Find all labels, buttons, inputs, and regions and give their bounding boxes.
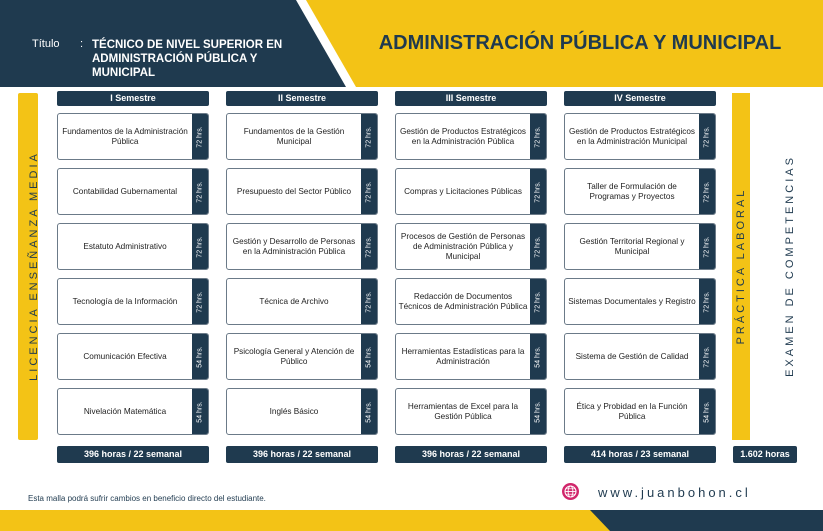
title-colon: :: [80, 38, 84, 50]
course-name: Herramientas Estadísticas para la Administración: [401, 346, 525, 366]
course-card: [395, 388, 547, 435]
course-name: Procesos de Gestión de Personas de Administración Pública y Municipal: [400, 231, 526, 261]
course-name: Nivelación Matemática: [83, 406, 167, 416]
course-hours: 72 hrs.: [365, 125, 373, 148]
practica-label: PRÁCTICA LABORAL: [735, 187, 747, 345]
course-hours: 72 hrs.: [365, 235, 373, 258]
semester-header: III Semestre: [395, 91, 547, 106]
examen-label: EXAMEN DE COMPETENCIAS: [784, 155, 796, 377]
course-hours-tab: [361, 389, 377, 434]
course-hours: 54 hrs.: [365, 345, 373, 368]
course-card: [57, 168, 209, 215]
semester-header: II Semestre: [226, 91, 378, 106]
course-hours-tab: [192, 224, 208, 269]
program-title: ADMINISTRACIÓN PÚBLICA Y MUNICIPAL: [378, 32, 782, 54]
course-hours-tab: [361, 114, 377, 159]
course-name: Sistemas Documentales y Registro: [568, 296, 696, 306]
website-link[interactable]: www.juanbohon.cl: [598, 485, 751, 500]
course-hours: 54 hrs.: [196, 400, 204, 423]
course-card: [226, 168, 378, 215]
course-name: Técnica de Archivo: [259, 296, 329, 306]
semester-column: [226, 91, 378, 459]
course-hours-tab: [361, 224, 377, 269]
course-hours: 72 hrs.: [196, 235, 204, 258]
course-card: [395, 113, 547, 160]
course-hours-tab: [530, 279, 546, 324]
header: [0, 0, 823, 87]
course-card: [57, 278, 209, 325]
globe-icon: [562, 483, 579, 500]
course-hours: 72 hrs.: [534, 235, 542, 258]
course-hours: 72 hrs.: [196, 290, 204, 313]
course-hours: 72 hrs.: [196, 125, 204, 148]
course-card: [57, 333, 209, 380]
course-hours: 72 hrs.: [703, 290, 711, 313]
course-hours-tab: [192, 334, 208, 379]
course-name: Sistema de Gestión de Calidad: [575, 351, 689, 361]
course-card: [57, 113, 209, 160]
course-hours-tab: [361, 169, 377, 214]
course-hours: 54 hrs.: [534, 345, 542, 368]
course-name: Herramientas de Excel para la Gestión Pública: [407, 401, 519, 421]
course-card: [564, 278, 716, 325]
course-name: Gestión y Desarrollo de Personas en la Administración Pública: [232, 236, 356, 256]
course-card: [57, 223, 209, 270]
course-name: Presupuesto del Sector Público: [236, 186, 352, 196]
course-name: Inglés Básico: [269, 406, 319, 416]
course-card: [395, 223, 547, 270]
course-hours: 54 hrs.: [365, 400, 373, 423]
course-card: [564, 388, 716, 435]
course-name: Estatuto Administrativo: [83, 241, 167, 251]
course-card: [226, 333, 378, 380]
title-label: Título: [32, 38, 60, 50]
course-hours-tab: [192, 279, 208, 324]
course-card: [564, 223, 716, 270]
course-hours-tab: [530, 114, 546, 159]
semester-column: [564, 91, 716, 459]
grand-total: 1.602 horas: [733, 446, 797, 463]
course-hours: 72 hrs.: [534, 290, 542, 313]
course-hours: 72 hrs.: [534, 125, 542, 148]
course-hours: 72 hrs.: [703, 235, 711, 258]
course-hours: 72 hrs.: [365, 180, 373, 203]
course-hours-tab: [699, 114, 715, 159]
course-name: Redacción de Documentos Técnicos de Administración Pública: [398, 291, 528, 311]
course-card: [226, 223, 378, 270]
course-name: Comunicación Efectiva: [83, 351, 167, 361]
course-hours: 72 hrs.: [365, 290, 373, 313]
course-hours-tab: [530, 224, 546, 269]
course-name: Taller de Formulación de Programas y Proyectos: [587, 181, 677, 201]
course-card: [226, 113, 378, 160]
course-hours: 54 hrs.: [703, 400, 711, 423]
course-name: Gestión Territorial Regional y Municipal: [579, 236, 685, 256]
course-card: [57, 388, 209, 435]
course-hours-tab: [699, 224, 715, 269]
course-hours-tab: [192, 169, 208, 214]
semester-total: 396 horas / 22 semanal: [57, 446, 209, 463]
course-hours-tab: [699, 279, 715, 324]
semester-total: 396 horas / 22 semanal: [226, 446, 378, 463]
course-card: [564, 333, 716, 380]
semester-column: [57, 91, 209, 459]
footnote: Esta malla podrá sufrir cambios en beneficio directo del estudiante.: [28, 494, 266, 503]
course-hours-tab: [699, 169, 715, 214]
semester-column: [395, 91, 547, 459]
course-name: Fundamentos de la Administración Pública: [62, 126, 188, 146]
course-name: Gestión de Productos Estratégicos en la Administración Municipal: [568, 126, 696, 146]
course-card: [395, 278, 547, 325]
course-hours-tab: [192, 389, 208, 434]
course-hours-tab: [699, 334, 715, 379]
course-card: [395, 333, 547, 380]
course-name: Fundamentos de la Gestión Municipal: [243, 126, 345, 146]
course-hours: 72 hrs.: [534, 180, 542, 203]
course-hours: 54 hrs.: [196, 345, 204, 368]
course-card: [395, 168, 547, 215]
semester-header: IV Semestre: [564, 91, 716, 106]
course-name: Contabilidad Gubernamental: [72, 186, 178, 196]
course-card: [226, 388, 378, 435]
course-hours-tab: [530, 334, 546, 379]
course-name: Compras y Licitaciones Públicas: [404, 186, 522, 196]
course-hours-tab: [361, 334, 377, 379]
course-card: [564, 168, 716, 215]
course-name: Ética y Probidad en la Función Pública: [576, 401, 688, 421]
course-card: [564, 113, 716, 160]
licencia-label: LICENCIA ENSEÑANZA MEDIA: [28, 151, 40, 381]
course-hours: 54 hrs.: [534, 400, 542, 423]
semester-header: I Semestre: [57, 91, 209, 106]
course-hours: 72 hrs.: [196, 180, 204, 203]
title-value: TÉCNICO DE NIVEL SUPERIOR EN ADMINISTRACIÓN PÚBLICA Y MUNICIPAL: [92, 39, 283, 79]
course-hours-tab: [192, 114, 208, 159]
course-hours-tab: [361, 279, 377, 324]
course-hours: 72 hrs.: [703, 125, 711, 148]
footer-yellow-band: [0, 510, 610, 531]
course-hours-tab: [530, 389, 546, 434]
course-hours-tab: [530, 169, 546, 214]
course-name: Tecnología de la Información: [72, 296, 178, 306]
course-hours: 72 hrs.: [703, 180, 711, 203]
course-hours: 72 hrs.: [703, 345, 711, 368]
semester-total: 396 horas / 22 semanal: [395, 446, 547, 463]
semester-total: 414 horas / 23 semanal: [564, 446, 716, 463]
course-hours-tab: [699, 389, 715, 434]
course-card: [226, 278, 378, 325]
course-name: Psicología General y Atención de Público: [233, 346, 355, 366]
course-name: Gestión de Productos Estratégicos en la Administración Pública: [399, 126, 527, 146]
